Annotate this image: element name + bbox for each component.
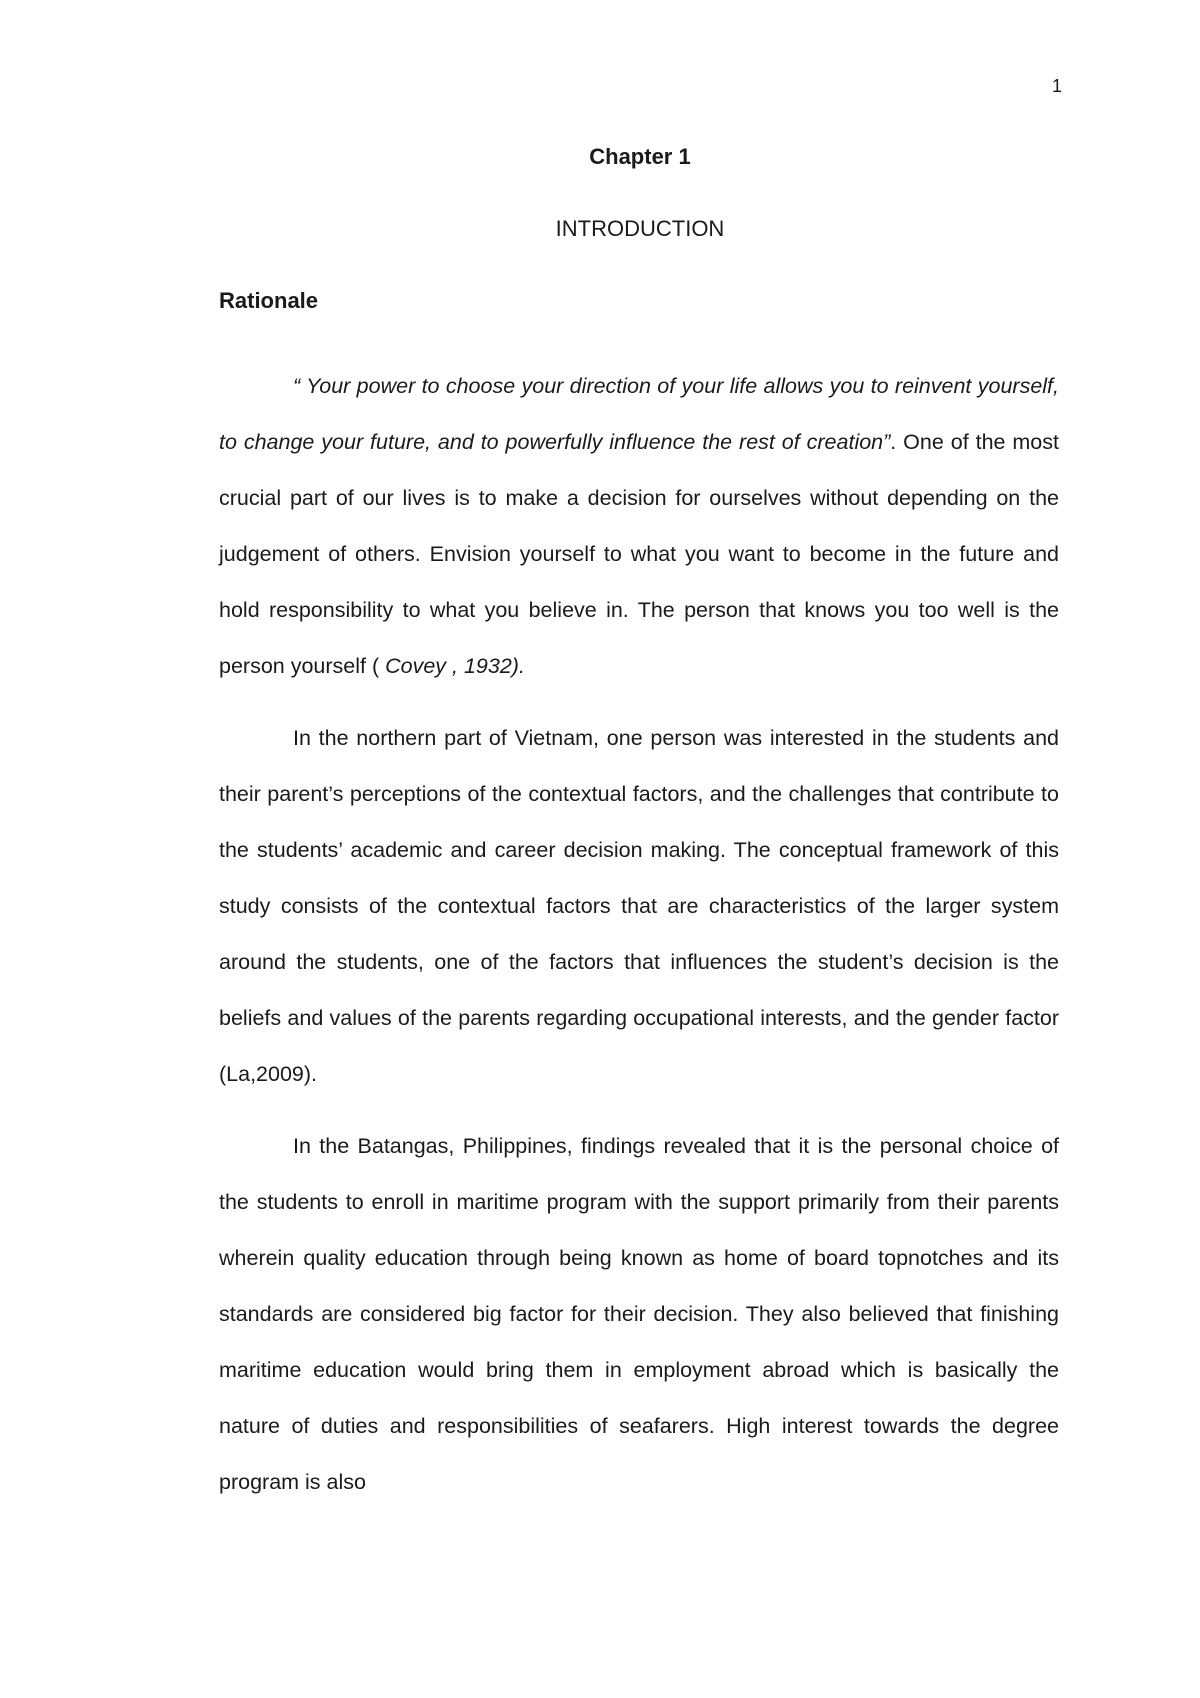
paragraph-2: In the northern part of Vietnam, one person was interested in the students and their parent’s perceptions of the contextual factors, and the challenges that contribute to the students’ academic and career decision making. The conceptual framework of this study consists of the contextual factors that are characteristics of the larger system around the students, one of the factors that influences the student’s decision is the beliefs and values of the parents regarding occupational interests, and the gender factor (La,2009). xyxy=(219,726,1059,1086)
opening-quote: “ Your power to choose your direction of your life allows you to reinvent yourself, to change your future, and to powerfully influence the rest of creation” xyxy=(219,374,1059,454)
body-text xyxy=(219,358,1059,1526)
section-heading: Rationale xyxy=(219,288,319,313)
paragraph-1 xyxy=(219,358,1059,694)
paragraph-3: In the Batangas, Philippines, findings revealed that it is the personal choice of the students to enroll in maritime program with the support primarily from their parents wherein quality education through being known as home of board topnotches and its standards are considered big factor for their decision. They also believed that finishing maritime education would bring them in employment abroad which is basically the nature of duties and responsibilities of seafarers. High interest towards the degree program is also xyxy=(219,1134,1059,1494)
paragraph-1-citation: Covey , 1932). xyxy=(379,654,525,678)
chapter-heading: INTRODUCTION xyxy=(555,216,725,241)
chapter-title: Chapter 1 xyxy=(589,144,691,169)
page-number: 1 xyxy=(1051,76,1062,96)
paragraph-1-text: . One of the most crucial part of our lives is to make a decision for ourselves without depending on the judgement of others. Envision yourself to what you want to become in the future and hold responsibility to what you believe in. The person that knows you too well is the person yourself ( xyxy=(219,430,1059,678)
